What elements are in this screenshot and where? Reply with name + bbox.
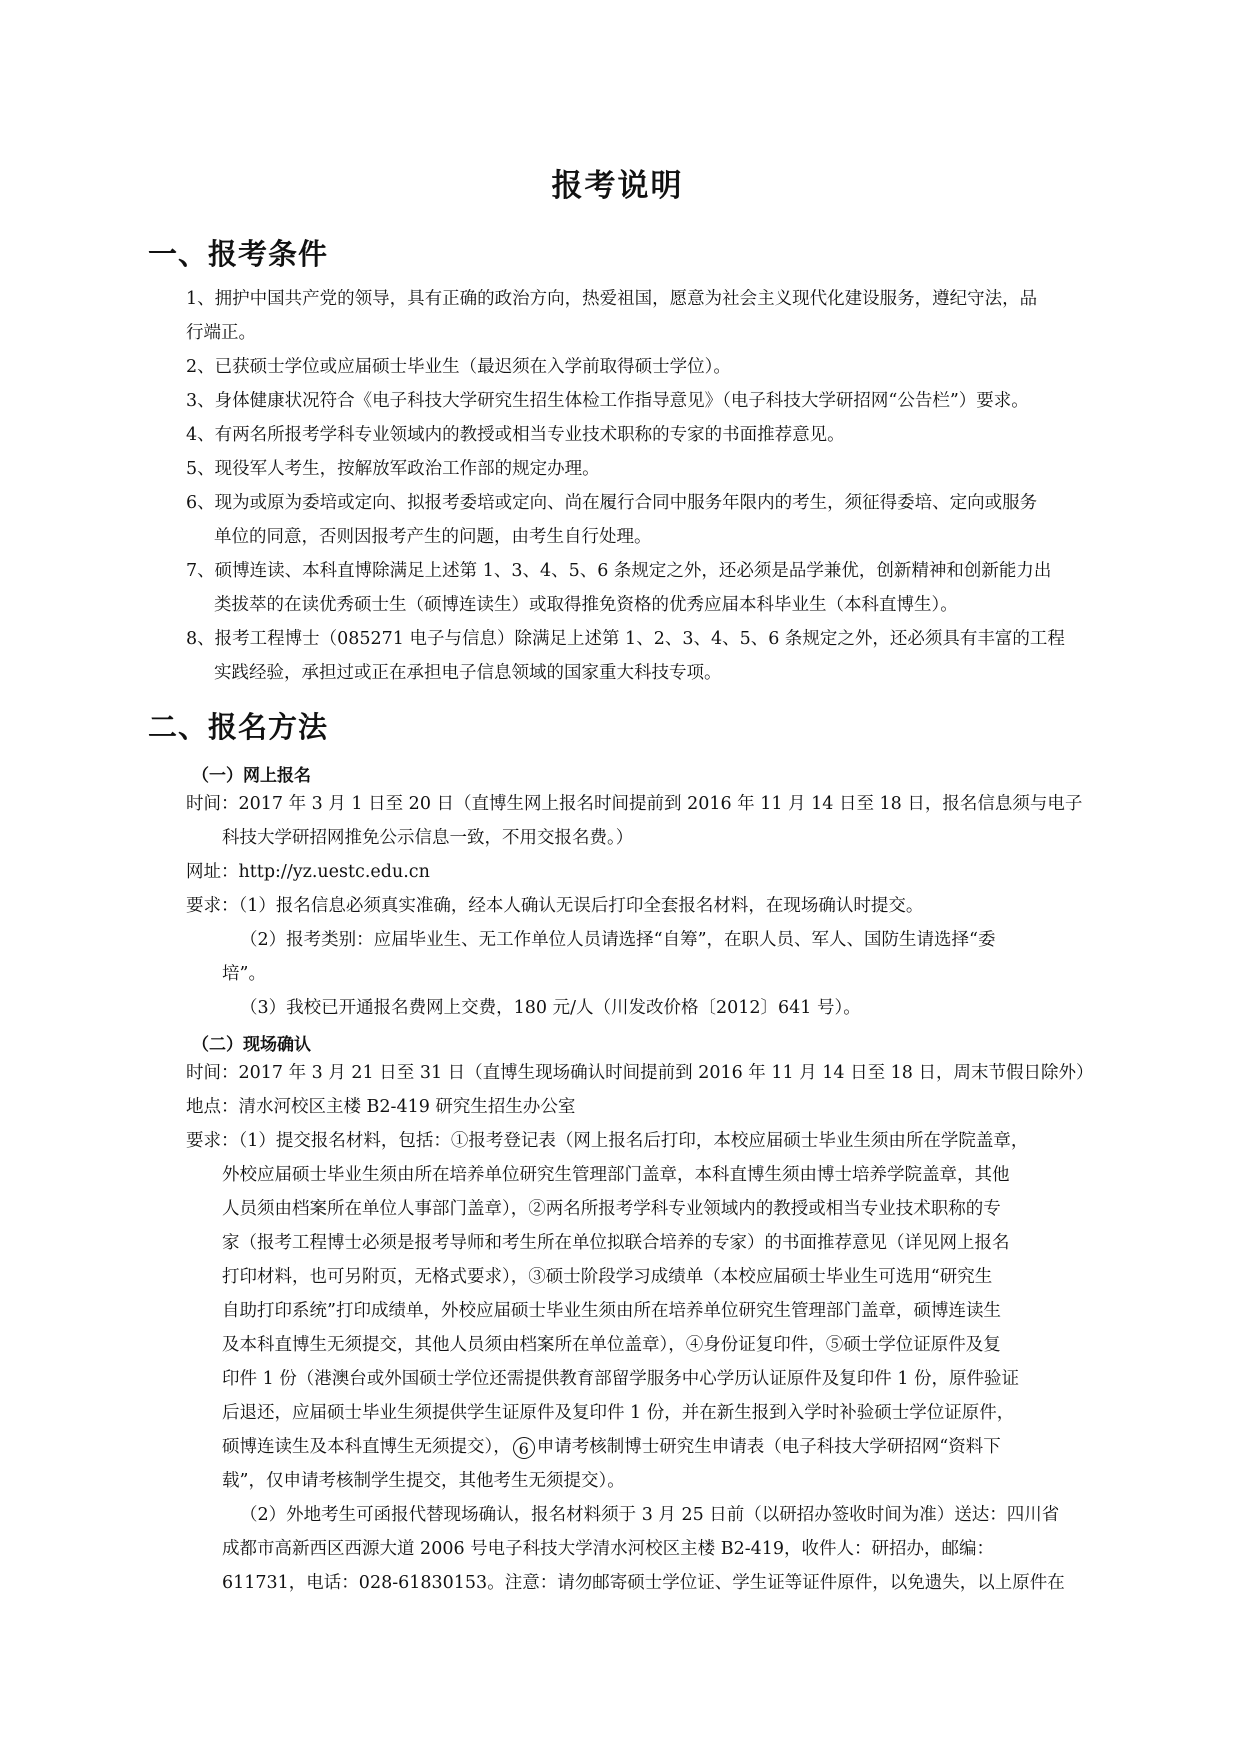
onsite-req-line-4: 家（报考工程博士必须是报考导师和考生所在单位拟联合培养的专家）的书面推荐意见（详见网上报名 xyxy=(222,1233,1010,1253)
online-time-line-1: 时间：2017 年 3 月 1 日至 20 日（直博生网上报名时间提前到 2016 年 11 月 14 日至 18 日，报名信息须与电子 xyxy=(186,794,1083,814)
condition-1-line-1: 1、拥护中国共产党的领导，具有正确的政治方向，热爱祖国，愿意为社会主义现代化建设服务，遵纪守法，品 xyxy=(186,289,1038,309)
condition-7-line-1: 7、硕博连读、本科直博除满足上述第 1、3、4、5、6 条规定之外，还必须是品学兼优，创新精神和创新能力出 xyxy=(186,561,1052,581)
subsection-heading-online: （一）网上报名 xyxy=(192,766,311,786)
onsite-req-line-10-post: 申请考核制博士研究生申请表（电子科技大学研招网“资料下 xyxy=(536,1437,1001,1457)
condition-6-line-2: 单位的同意，否则因报考产生的问题，由考生自行处理。 xyxy=(214,527,652,547)
condition-1-line-2: 行端正。 xyxy=(186,323,256,343)
onsite-req-line-10-pre: 硕博连读生及本科直博生无须提交）， xyxy=(222,1437,511,1457)
onsite-req2-line-1: （2）外地考生可函报代替现场确认，报名材料须于 3 月 25 日前（以研招办签收时间为准）送达：四川省 xyxy=(240,1505,1060,1525)
onsite-time: 时间：2017 年 3 月 21 日至 31 日（直博生现场确认时间提前到 2016 年 11 月 14 日至 18 日，周末节假日除外） xyxy=(186,1063,1094,1083)
circled-number-six: 6 xyxy=(513,1437,535,1459)
onsite-req-line-10 xyxy=(222,1435,1001,1459)
onsite-req2-line-2: 成都市高新西区西源大道 2006 号电子科技大学清水河校区主楼 B2-419，收件人：研招办，邮编： xyxy=(222,1539,995,1559)
onsite-req-line-5: 打印材料，也可另附页，无格式要求），③硕士阶段学习成绩单（本校应届硕士毕业生可选用“研究生 xyxy=(222,1267,993,1287)
condition-6-line-1: 6、现为或原为委培或定向、拟报考委培或定向、尚在履行合同中服务年限内的考生，须征得委培、定向或服务 xyxy=(186,493,1038,513)
onsite-req-line-2: 外校应届硕士毕业生须由所在培养单位研究生管理部门盖章，本科直博生须由博士培养学院盖章，其他 xyxy=(222,1165,1010,1185)
section-heading-registration: 二、报名方法 xyxy=(148,710,329,744)
condition-7-line-2: 类拔萃的在读优秀硕士生（硕博连读生）或取得推免资格的优秀应届本科毕业生（本科直博生）。 xyxy=(214,595,958,615)
onsite-req-line-1: 要求：（1）提交报名材料，包括：①报考登记表（网上报名后打印，本校应届硕士毕业生须由所在学院盖章， xyxy=(186,1131,1029,1151)
condition-8-line-1: 8、报考工程博士（085271 电子与信息）除满足上述第 1、2、3、4、5、6 条规定之外，还必须具有丰富的工程 xyxy=(186,629,1065,649)
onsite-req-line-11: 载”，仅申请考核制学生提交，其他考生无须提交）。 xyxy=(222,1471,625,1491)
condition-2: 2、已获硕士学位或应届硕士毕业生（最迟须在入学前取得硕士学位）。 xyxy=(186,357,731,377)
online-url: 网址：http://yz.uestc.edu.cn xyxy=(186,862,430,882)
page-title: 报考说明 xyxy=(551,168,684,204)
condition-3: 3、身体健康状况符合《电子科技大学研究生招生体检工作指导意见》（电子科技大学研招网“公告栏”）要求。 xyxy=(186,391,1029,411)
onsite-req2-line-3: 611731，电话：028-61830153。注意：请勿邮寄硕士学位证、学生证等证件原件，以免遗失，以上原件在 xyxy=(222,1573,1065,1593)
section-heading-conditions: 一、报考条件 xyxy=(148,237,329,271)
online-time-line-2: 科技大学研招网推免公示信息一致，不用交报名费。） xyxy=(222,828,634,848)
onsite-place: 地点：清水河校区主楼 B2-419 研究生招生办公室 xyxy=(186,1097,576,1117)
onsite-req-line-8: 印件 1 份（港澳台或外国硕士学位还需提供教育部留学服务中心学历认证原件及复印件 1 份，原件验证 xyxy=(222,1369,1020,1389)
onsite-req-line-6: 自助打印系统”打印成绩单，外校应届硕士毕业生须由所在培养单位研究生管理部门盖章，硕博连读生 xyxy=(222,1301,1001,1321)
condition-4: 4、有两名所报考学科专业领域内的教授或相当专业技术职称的专家的书面推荐意见。 xyxy=(186,425,845,445)
onsite-req-line-7: 及本科直博生无须提交，其他人员须由档案所在单位盖章），④身份证复印件，⑤硕士学位证原件及复 xyxy=(222,1335,1001,1355)
onsite-req-line-9: 后退还，应届硕士毕业生须提供学生证原件及复印件 1 份，并在新生报到入学时补验硕士学位证原件， xyxy=(222,1403,1015,1423)
condition-5: 5、现役军人考生，按解放军政治工作部的规定办理。 xyxy=(186,459,600,479)
subsection-heading-onsite: （二）现场确认 xyxy=(192,1035,311,1055)
condition-8-line-2: 实践经验，承担过或正在承担电子信息领域的国家重大科技专项。 xyxy=(214,663,722,683)
online-req-1: 要求：（1）报名信息必须真实准确，经本人确认无误后打印全套报名材料，在现场确认时提交。 xyxy=(186,896,924,916)
online-req-2-line-2: 培”。 xyxy=(222,964,266,984)
online-req-3: （3）我校已开通报名费网上交费，180 元/人（川发改价格〔2012〕641 号）。 xyxy=(240,998,861,1018)
onsite-req-line-3: 人员须由档案所在单位人事部门盖章），②两名所报考学科专业领域内的教授或相当专业技术职称的专 xyxy=(222,1199,1001,1219)
online-req-2-line-1: （2）报考类别：应届毕业生、无工作单位人员请选择“自筹”，在职人员、军人、国防生请选择“委 xyxy=(240,930,996,950)
